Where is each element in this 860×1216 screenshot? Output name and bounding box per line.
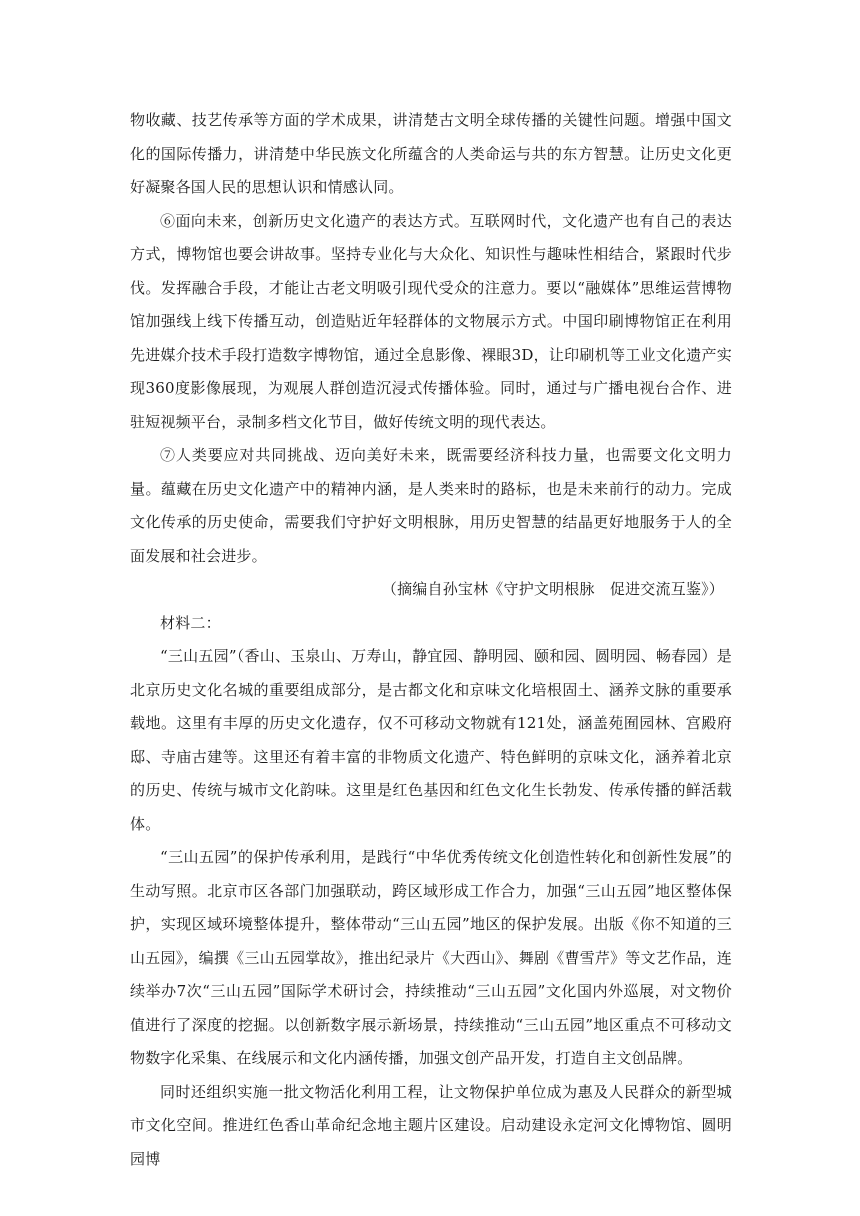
material-two-paragraph-1: “三山五园”（香山、玉泉山、万寿山，静宜园、静明园、颐和园、圆明园、畅春园）是北京历史文化名城的重要组成部分，是古都文化和京味文化培根固土、涵养文脉的重要承载地。这里有丰厚的历史文化遗存，仅不可移动文物就有121处，涵盖苑囿园林、宫殿府邸、寺庙古建等。这里还有着丰富的非物质文化遗产、特色鲜明的京味文化，涵养着北京的历史、传统与城市文化韵味。这里是红色基因和红色文化生长勃发、传承传播的鲜活载体。	[130, 647, 732, 833]
material-two-paragraph-2: “三山五园”的保护传承利用，是践行“中华优秀传统文化创造性转化和创新性发展”的生动写照。北京市区各部门加强联动，跨区域形成工作合力，加强“三山五园”地区整体保护，实现区域环境整体提升，整体带动“三山五园”地区的保护发展。出版《你不知道的三山五园》，编撰《三山五园掌故》，推出纪录片《大西山》、舞剧《曹雪芹》等文艺作品，连续举办7次“三山五园”国际学术研讨会，持续推动“三山五园”文化国内外巡展，对文物价值进行了深度的挖掘。以创新数字展示新场景，持续推动“三山五园”地区重点不可移动文物数字化采集、在线展示和文化内涵传播，加强文创产品开发，打造自主文创品牌。	[130, 848, 732, 1067]
paragraph-6: ⑥面向未来，创新历史文化遗产的表达方式。互联网时代，文化遗产也有自己的表达方式，博物馆也要会讲故事。坚持专业化与大众化、知识性与趣味性相结合，紧跟时代步伐。发挥融合手段，才能让古老文明吸引现代受众的注意力。要以“融媒体”思维运营博物馆加强线上线下传播互动，创造贴近年轻群体的文物展示方式。中国印刷博物馆正在利用先进媒介技术手段打造数字博物馆，通过全息影像、裸眼3D，让印刷机等工业文化遗产实现360度影像展现，为观展人群创造沉浸式传播体验。同时，通过与广播电视台合作、进驻短视频平台，录制多档文化节目，做好传统文明的现代表达。	[130, 211, 732, 431]
article-body	[130, 104, 732, 1176]
paragraph-continued: 物收藏、技艺传承等方面的学术成果，讲清楚古文明全球传播的关键性问题。增强中国文化的国际传播力，讲清楚中华民族文化所蕴含的人类命运与共的东方智慧。让历史文化更好凝聚各国人民的思想认识和情感认同。	[130, 111, 732, 196]
paragraph-7: ⑦人类要应对共同挑战、迈向美好未来，既需要经济科技力量，也需要文化文明力量。蕴藏在历史文化遗产中的精神内涵，是人类来时的路标，也是未来前行的动力。完成文化传承的历史使命，需要我们守护好文明根脉，用历史智慧的结晶更好地服务于人的全面发展和社会进步。	[130, 446, 732, 565]
source-citation: （摘编自孙宝林《守护文明根脉 促进交流互鉴》）	[381, 580, 724, 598]
material-two-paragraph-3: 同时还组织实施一批文物活化利用工程，让文物保护单位成为惠及人民群众的新型城市文化空间。推进红色香山革命纪念地主题片区建设。启动建设永定河文化博物馆、圆明园博	[130, 1082, 732, 1168]
material-two-heading: 材料二：	[160, 613, 221, 632]
